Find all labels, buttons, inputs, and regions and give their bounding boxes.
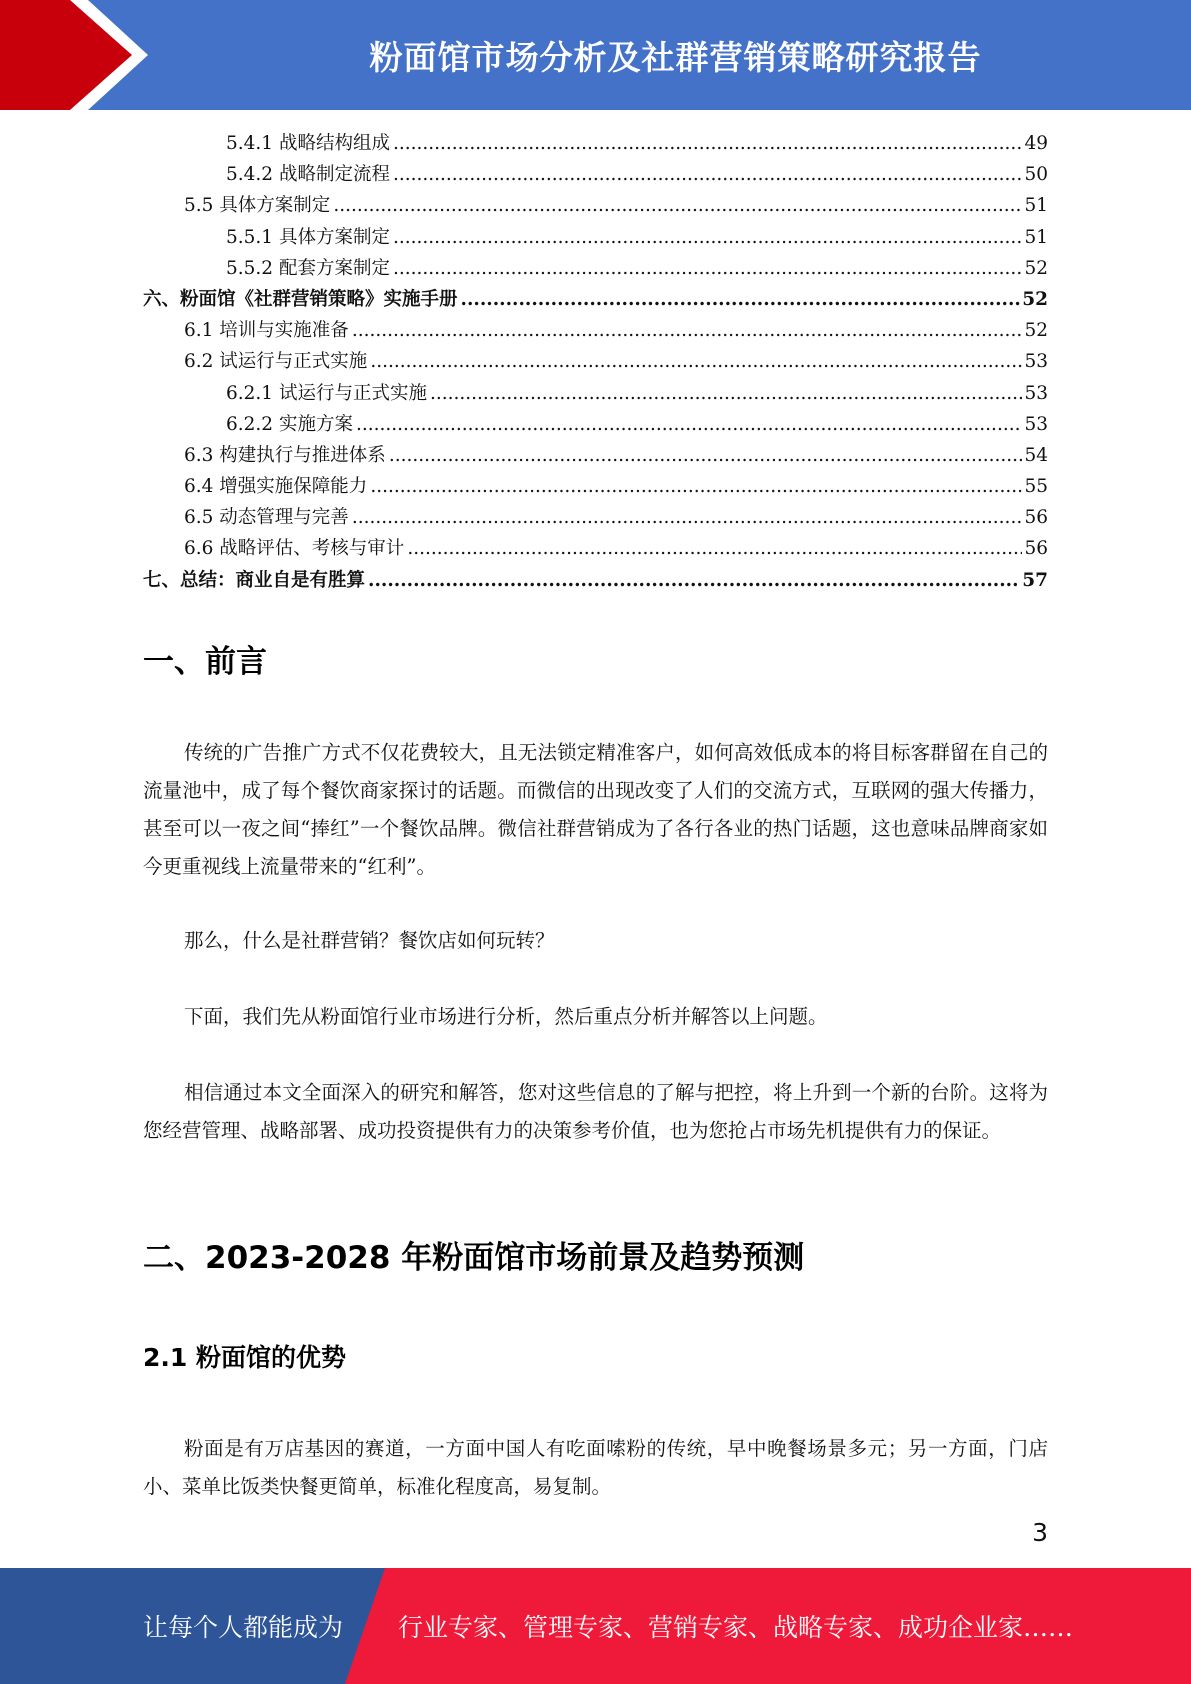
toc-entry[interactable] [143,565,1048,596]
toc-entry-label: 5.4.1 战略结构组成 [226,133,390,154]
toc-entry-label: 6.2 试运行与正式实施 [184,351,368,373]
toc-entry-page: 52 [1022,288,1048,310]
toc-leader-dots [430,378,1022,409]
toc-entry-label: 六、粉面馆《社群营销策略》实施手册 [143,288,458,310]
toc-entry-label: 6.3 构建执行与推进体系 [184,444,386,466]
toc-entry[interactable] [143,190,1048,221]
toc-entry[interactable] [143,533,1048,564]
toc-entry-page: 52 [1024,320,1048,342]
toc-entry-page: 54 [1024,444,1048,466]
toc-entry-page: 53 [1024,382,1048,404]
toc-entry-label: 5.5.2 配套方案制定 [226,257,390,279]
toc-entry-page: 51 [1024,195,1048,217]
toc-entry[interactable] [143,346,1048,377]
page-footer [0,1568,1191,1684]
toc-entry-page: 57 [1022,569,1048,591]
toc-entry-label: 5.5.1 具体方案制定 [226,226,390,248]
paragraph: 相信通过本文全面深入的研究和解答，您对这些信息的了解与把控，将上升到一个新的台阶。这将为您经营管理、战略部署、成功投资提供有力的决策参考价值，也为您抢占市场先机提供有力的保证。 [143,1081,1048,1142]
section-heading-forecast: 二、2023-2028 年粉面馆市场前景及趋势预测 [143,1240,805,1276]
toc-entry-page: 49 [1024,133,1048,154]
toc-leader-dots [356,409,1023,440]
toc-entry[interactable] [143,315,1048,346]
report-title: 粉面馆市场分析及社群营销策略研究报告 [369,37,982,77]
table-of-contents [143,128,1048,596]
toc-leader-dots [370,471,1022,502]
toc-entry-page: 53 [1024,413,1048,435]
toc-leader-dots [389,440,1023,471]
toc-entry[interactable] [143,471,1048,502]
toc-entry-label: 6.2.2 实施方案 [226,413,353,435]
toc-leader-dots [352,315,1023,346]
footer-slogan-right: 行业专家、管理专家、营销专家、战略专家、成功企业家…… [398,1613,1074,1642]
toc-leader-dots [333,190,1022,221]
arrow-logo-icon [0,0,160,110]
paragraph: 粉面是有万店基因的赛道，一方面中国人有吃面嗦粉的传统，早中晚餐场景多元；另一方面，门店小、菜单比饭类快餐更简单，标准化程度高，易复制。 [143,1437,1048,1498]
toc-entry[interactable] [143,253,1048,284]
toc-entry[interactable] [143,222,1048,253]
toc-entry-label: 七、总结：商业自是有胜算 [143,569,366,591]
toc-leader-dots [370,346,1022,377]
page-number: 3 [1032,1518,1048,1547]
subsection-heading: 2.1 粉面馆的优势 [143,1343,346,1372]
paragraph: 下面，我们先从粉面馆行业市场进行分析，然后重点分析并解答以上问题。 [184,1005,828,1028]
toc-entry[interactable] [143,128,1048,159]
section-heading-preface: 一、前言 [143,644,267,680]
toc-entry-label: 5.4.2 战略制定流程 [226,164,390,186]
toc-entry-page: 56 [1024,538,1048,560]
toc-entry[interactable] [143,502,1048,533]
toc-entry-label: 6.5 动态管理与完善 [184,507,349,529]
toc-entry[interactable] [143,378,1048,409]
toc-entry-label: 6.6 战略评估、考核与审计 [184,538,405,560]
paragraph: 传统的广告推广方式不仅花费较大，且无法锁定精准客户，如何高效低成本的将目标客群留在自己的流量池中，成了每个餐饮商家探讨的话题。而微信的出现改变了人们的交流方式，互联网的强大传播力，甚至可以一夜之间“捧红”一个餐饮品牌。微信社群营销成为了各行各业的热门话题，这也意味品牌商家如今更重视线上流量带来的“红利”。 [143,741,1048,878]
toc-entry[interactable] [143,284,1048,315]
toc-entry-page: 50 [1024,164,1048,186]
toc-entry-page: 52 [1024,257,1048,279]
toc-leader-dots [407,533,1022,564]
toc-leader-dots [393,159,1022,190]
paragraph: 那么，什么是社群营销？餐饮店如何玩转？ [184,929,555,952]
toc-leader-dots [461,284,1021,315]
toc-entry-label: 5.5 具体方案制定 [184,195,331,217]
toc-leader-dots [393,128,1022,159]
toc-entry-page: 56 [1024,507,1048,529]
toc-entry[interactable] [143,409,1048,440]
toc-leader-dots [393,253,1022,284]
toc-leader-dots [393,222,1022,253]
toc-entry-page: 53 [1024,351,1048,373]
toc-entry-page: 55 [1024,476,1048,498]
footer-slogan-left: 让每个人都能成为 [143,1613,344,1642]
page-header [0,0,1191,110]
toc-entry-label: 6.1 培训与实施准备 [184,320,349,342]
toc-entry-label: 6.4 增强实施保障能力 [184,476,368,498]
toc-leader-dots [352,502,1023,533]
toc-entry-label: 6.2.1 试运行与正式实施 [226,382,427,404]
toc-entry-page: 51 [1024,226,1048,248]
toc-entry[interactable] [143,440,1048,471]
toc-entry[interactable] [143,159,1048,190]
toc-leader-dots [368,565,1020,596]
